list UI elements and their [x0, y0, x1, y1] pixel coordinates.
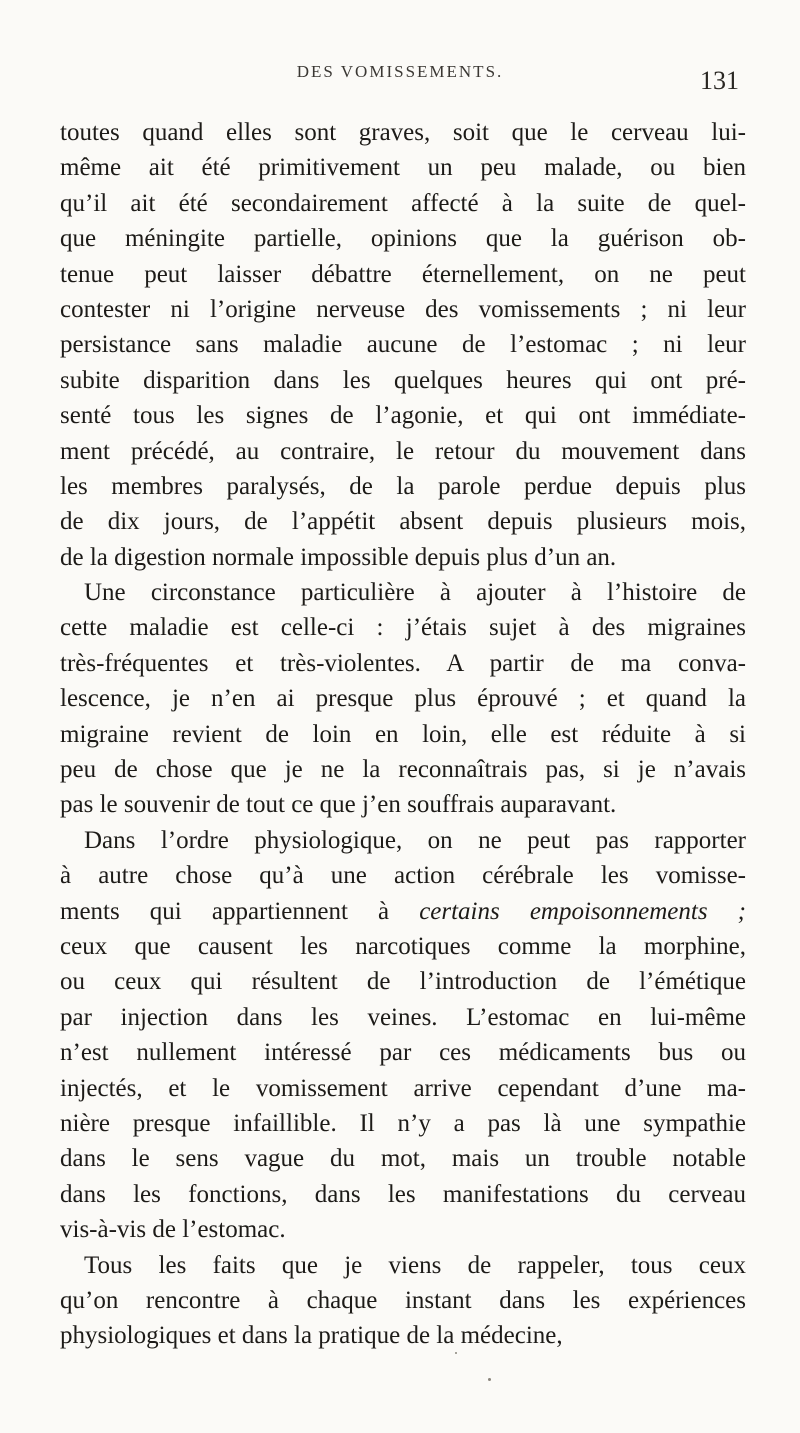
text-line: qu’on rencontre à chaque instant dans les expériences: [60, 1286, 746, 1314]
text-line: ment précédé, au contraire, le retour du mouvement dans: [60, 437, 746, 465]
text-line: subite disparition dans les quelques heures qui ont pré-: [60, 366, 746, 394]
text-line: ceux que causent les narcotiques comme la morphine,: [60, 932, 746, 960]
text-line: que méningite partielle, opinions que la guérison ob-: [60, 225, 746, 253]
text-line: injectés, et le vomissement arrive cependant d’une ma-: [60, 1074, 746, 1102]
text-line: les membres paralysés, de la parole perdue depuis plus: [60, 472, 746, 500]
text-line: senté tous les signes de l’agonie, et qui ont immédiate-: [60, 402, 746, 430]
paragraph-start-line: Une circonstance particulière à ajouter à l’histoire de: [84, 579, 746, 607]
paper-speck: [488, 1378, 491, 1381]
roman-run: ments qui appartiennent à: [60, 897, 420, 925]
text-line: persistance sans maladie aucune de l’estomac ; ni leur: [60, 331, 746, 359]
italic-run: certains empoisonnements ;: [419, 897, 746, 925]
text-line: cette maladie est celle-ci : j’étais sujet à des migraines: [60, 614, 746, 642]
paragraph-end-line: pas le souvenir de tout ce que j’en souffrais auparavant.: [60, 791, 617, 819]
text-line: dans les fonctions, dans les manifestations du cerveau: [60, 1180, 746, 1208]
running-title: DES VOMISSEMENTS.: [296, 62, 504, 81]
text-line: migraine revient de loin en loin, elle est réduite à si: [60, 720, 746, 748]
page-number: 131: [700, 66, 739, 95]
text-line: physiologiques et dans la pratique de la médecine,: [60, 1322, 563, 1350]
text-line: contester ni l’origine nerveuse des vomissements ; ni leur: [60, 295, 746, 323]
text-line: par injection dans les veines. L’estomac en lui-même: [60, 1003, 746, 1031]
text-line: tenue peut laisser débattre éternellement, on ne peut: [60, 260, 746, 288]
text-line: n’est nullement intéressé par ces médicaments bus ou: [60, 1039, 746, 1067]
paper-speck: [455, 1352, 457, 1354]
text-line: lescence, je n’en ai presque plus éprouvé ; et quand la: [60, 685, 746, 713]
text-line: à autre chose qu’à une action cérébrale les vomisse-: [60, 862, 746, 890]
text-line: toutes quand elles sont graves, soit que le cerveau lui-: [60, 119, 746, 146]
body-text: [60, 115, 746, 1354]
text-line: dans le sens vague du mot, mais un trouble notable: [60, 1145, 746, 1173]
text-line-with-italic: [60, 894, 746, 929]
text-line: peu de chose que je ne la reconnaîtrais pas, si je n’avais: [60, 756, 746, 784]
text-line: ou ceux qui résultent de l’introduction de l’émétique: [60, 968, 746, 996]
paragraph-end-line: de la digestion normale impossible depuis plus d’un an.: [60, 543, 617, 571]
text-line: qu’il ait été secondairement affecté à la suite de quel-: [60, 189, 746, 217]
text-line: de dix jours, de l’appétit absent depuis plusieurs mois,: [60, 508, 746, 536]
text-line: même ait été primitivement un peu malade, ou bien: [60, 154, 746, 182]
text-line: très-fréquentes et très-violentes. A partir de ma conva-: [60, 649, 746, 677]
paragraph-start-line: Tous les faits que je viens de rappeler, tous ceux: [84, 1251, 746, 1279]
paragraph-start-line: Dans l’ordre physiologique, on ne peut pas rapporter: [84, 826, 746, 854]
paragraph-end-line: vis-à-vis de l’estomac.: [60, 1216, 286, 1244]
text-line: nière presque infaillible. Il n’y a pas là une sympathie: [60, 1109, 746, 1137]
